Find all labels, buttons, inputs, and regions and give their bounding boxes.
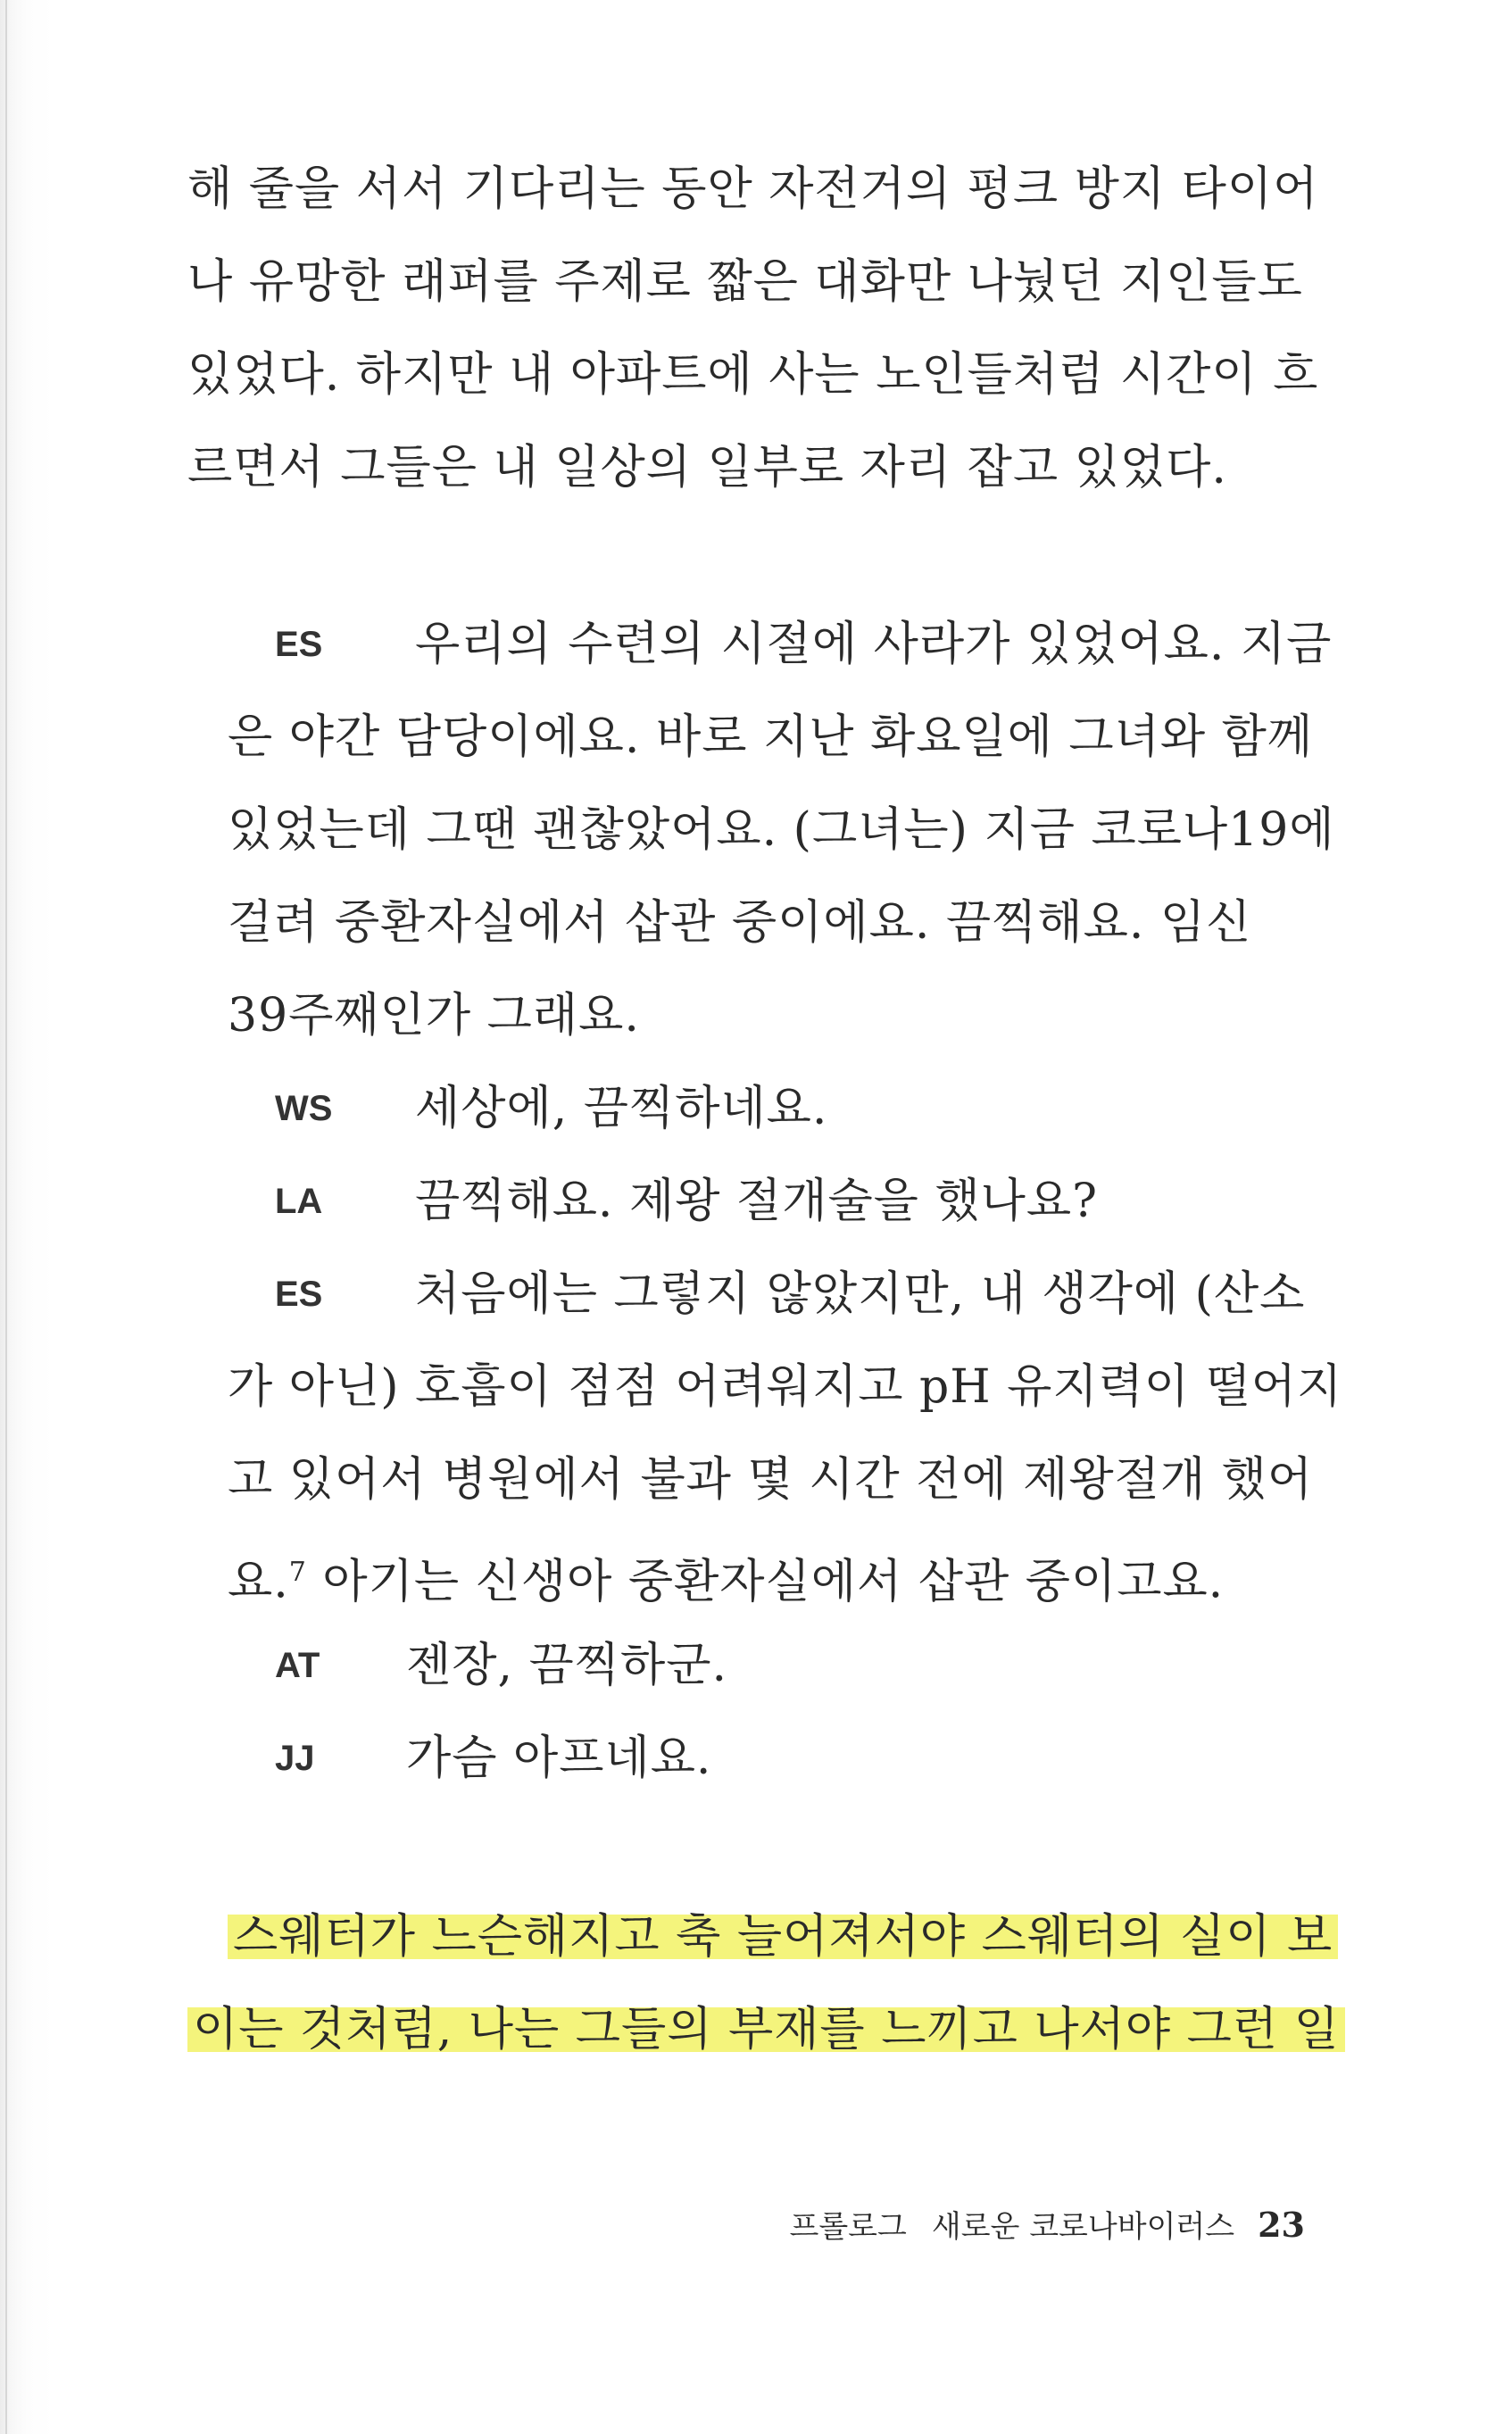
running-footer xyxy=(789,2203,1305,2249)
paragraph-line: 있었다. 하지만 내 아파트에 사는 노인들처럼 시간이 흐 xyxy=(187,348,1319,402)
paragraph-line: 나 유망한 래퍼를 주제로 짧은 대화만 나눴던 지인들도 xyxy=(187,255,1303,309)
speaker-label: ES xyxy=(275,1275,323,1314)
highlighted-text: 스웨터가 느슨해지고 축 늘어져서야 스웨터의 실이 보 xyxy=(228,1910,1338,1964)
dialogue-line: 고 있어서 병원에서 불과 몇 시간 전에 제왕절개 했어 xyxy=(228,1453,1314,1507)
dialogue-line: 은 야간 담당이에요. 바로 지난 화요일에 그녀와 함께 xyxy=(228,710,1314,764)
dialogue-line: 가슴 아프네요. xyxy=(406,1732,712,1785)
highlighted-line xyxy=(187,2003,1345,2056)
dialogue-line: 젠장, 끔찍하군. xyxy=(406,1639,727,1692)
dialogue-line: 있었는데 그땐 괜찮았어요. (그녀는) 지금 코로나19에 xyxy=(228,803,1335,857)
speaker-label: JJ xyxy=(275,1739,315,1778)
speaker-label: ES xyxy=(275,625,323,664)
dialogue-line xyxy=(228,1546,1224,1608)
dialogue-line: 우리의 수련의 시절에 사라가 있었어요. 지금 xyxy=(415,618,1333,671)
page-number: 23 xyxy=(1258,2205,1305,2245)
speaker-label: AT xyxy=(275,1646,320,1685)
highlighted-line xyxy=(228,1910,1338,1964)
footnote-marker: 7 xyxy=(288,1557,307,1588)
paragraph-line: 해 줄을 서서 기다리는 동안 자전거의 펑크 방지 타이어 xyxy=(187,162,1319,216)
dialogue-line: 39주째인가 그래요. xyxy=(228,989,640,1043)
dialogue-line: 세상에, 끔찍하네요. xyxy=(415,1082,828,1135)
dialogue-line: 끔찍해요. 제왕 절개술을 했나요? xyxy=(415,1175,1099,1228)
highlighted-text: 이는 것처럼, 나는 그들의 부재를 느끼고 나서야 그런 일 xyxy=(187,2003,1345,2056)
dialogue-line: 가 아닌) 호흡이 점점 어려워지고 pH 유지력이 떨어지 xyxy=(228,1360,1343,1414)
paragraph-line: 르면서 그들은 내 일상의 일부로 자리 잡고 있었다. xyxy=(187,441,1227,494)
speaker-label: LA xyxy=(275,1182,323,1221)
dialogue-text: 아기는 신생아 중환자실에서 삽관 중이고요. xyxy=(306,1555,1225,1609)
dialogue-line: 걸려 중환자실에서 삽관 중이에요. 끔찍해요. 임신 xyxy=(228,896,1252,950)
page-binding-edge xyxy=(5,0,7,2434)
footer-title: 새로운 코로나바이러스 xyxy=(931,2209,1235,2245)
dialogue-text: 요. xyxy=(228,1555,289,1609)
footer-chapter: 프롤로그 xyxy=(789,2209,907,2245)
dialogue-line: 처음에는 그렇지 않았지만, 내 생각에 (산소 xyxy=(415,1267,1306,1321)
speaker-label: WS xyxy=(275,1089,333,1128)
